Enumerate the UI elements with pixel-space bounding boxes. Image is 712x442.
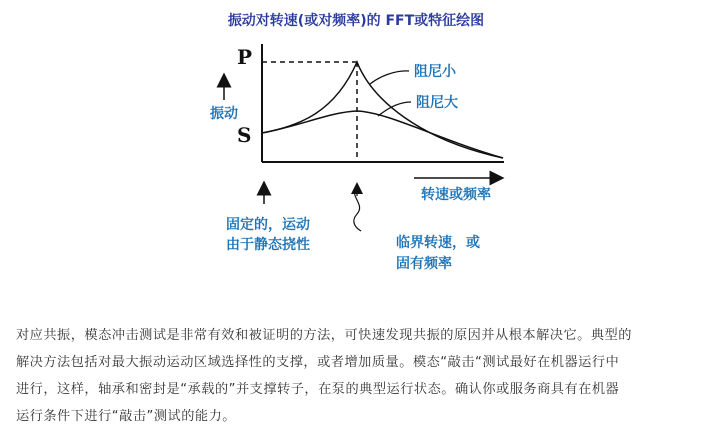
annotation-static-line2: 由于静态挠性 <box>226 237 310 253</box>
y-axis-label: 振动 <box>210 106 238 122</box>
annotation-static-line1: 固定的，运动 <box>226 217 310 233</box>
article-line-4: 运行条件下进行“敲击”测试的能力。 <box>16 409 236 424</box>
article-line-2: 解决方法包括对最大振动运动区域选择性的支撑，或者增加质量。模态“敲击“测试最好在机器运行中 <box>16 355 620 370</box>
annotation-critical-line2: 固有频率 <box>396 256 452 272</box>
y-axis-letter-p: P <box>237 45 253 69</box>
y-axis-letter-s: S <box>237 123 252 147</box>
leader-high-damping <box>378 102 411 116</box>
curve-high-damping <box>262 111 503 158</box>
article-paragraph <box>16 322 698 430</box>
article-line-3: 进行，这样，轴承和密封是“承载的”并支撑转子，在泵的典型运行状态。确认你或服务商具有在机器 <box>16 382 620 397</box>
article-line-1: 对应共振，模态冲击测试是非常有效和被证明的方法，可快速发现共振的原因并从根本解决它。典型的 <box>16 328 632 343</box>
x-axis-label: 转速或频率 <box>421 187 491 203</box>
annotation-critical-line1: 临界转速，或 <box>396 235 480 251</box>
label-high-damping: 阻尼大 <box>416 95 458 111</box>
figure-title: 振动对转速(或对频率)的 FFT或特征绘图 <box>227 13 485 29</box>
leader-low-damping <box>370 71 409 84</box>
label-low-damping: 阻尼小 <box>414 64 456 80</box>
